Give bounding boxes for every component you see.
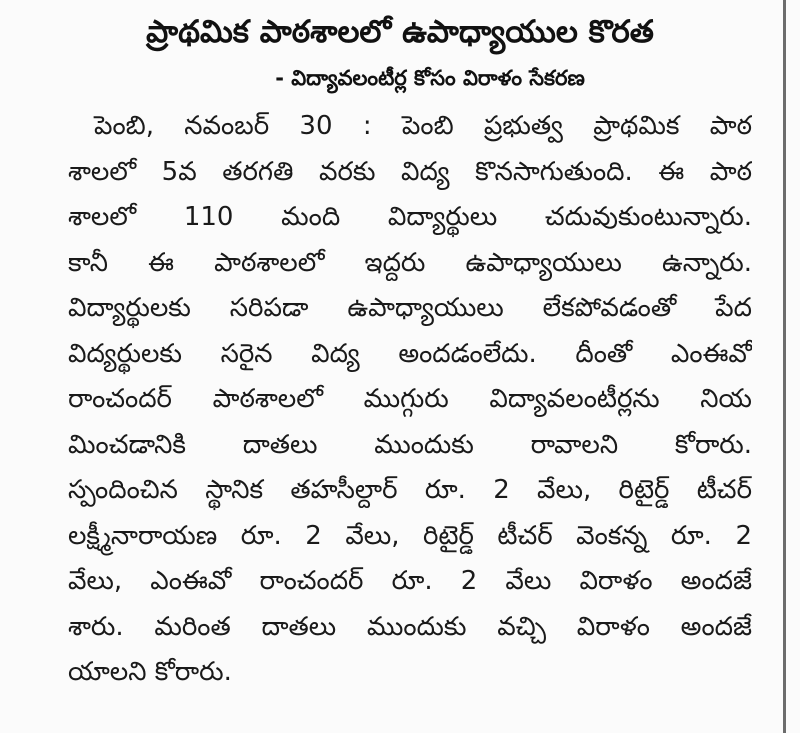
body-line: విద్యార్థులకు సరిపడా ఉపాధ్యాయులు లేకపోవడంతో పేద [68, 293, 752, 323]
article-subheadline: - విద్యావలంటీర్ల కోసం విరాళం సేకరణ [275, 66, 585, 90]
article-body [68, 104, 752, 696]
body-line: కానీ ఈ పాఠశాలలో ఇద్దరు ఉపాధ్యాయులు ఉన్నారు. [68, 247, 752, 278]
body-line: వేలు, ఎంఈవో రాంచందర్ రూ. 2 వేలు విరాళం అందజే [68, 566, 752, 596]
body-line: రాంచందర్ పాఠశాలలో ముగ్గురు విద్యావలంటీర్లను నియ [68, 384, 752, 414]
body-line: లక్ష్మీనారాయణ రూ. 2 వేలు, రిటైర్డ్ టీచర్ వెంకన్న రూ. 2 [68, 520, 752, 551]
body-line: మించడానికి దాతలు ముందుకు రావాలని కోరారు. [68, 429, 752, 460]
body-line: శాలలో 5వ తరగతి వరకు విద్య కొనసాగుతుంది. ఈ పాఠ [68, 156, 752, 187]
body-line: శారు. మరింత దాతలు ముందుకు వచ్చి విరాళం అందజే [68, 611, 752, 642]
body-line: పెంబి, నవంబర్ 30 : పెంబి ప్రభుత్వ ప్రాథమిక పాఠ [94, 111, 752, 141]
body-line: స్పందించిన స్థానిక తహసీల్దార్ రూ. 2 వేలు, రిటైర్డ్ టీచర్ [68, 475, 752, 505]
article-headline: ప్రాథమిక పాఠశాలలో ఉపాధ్యాయుల కొరత [146, 14, 654, 50]
column-divider [783, 0, 786, 733]
body-line: విద్యర్థులకు సరైన విద్య అందడంలేదు. దీంతో ఎంఈవో [68, 338, 752, 369]
body-line: శాలలో 110 మంది విద్యార్థులు చదువుకుంటున్నారు. [68, 202, 752, 232]
body-line: యాలని కోరారు. [68, 657, 232, 687]
